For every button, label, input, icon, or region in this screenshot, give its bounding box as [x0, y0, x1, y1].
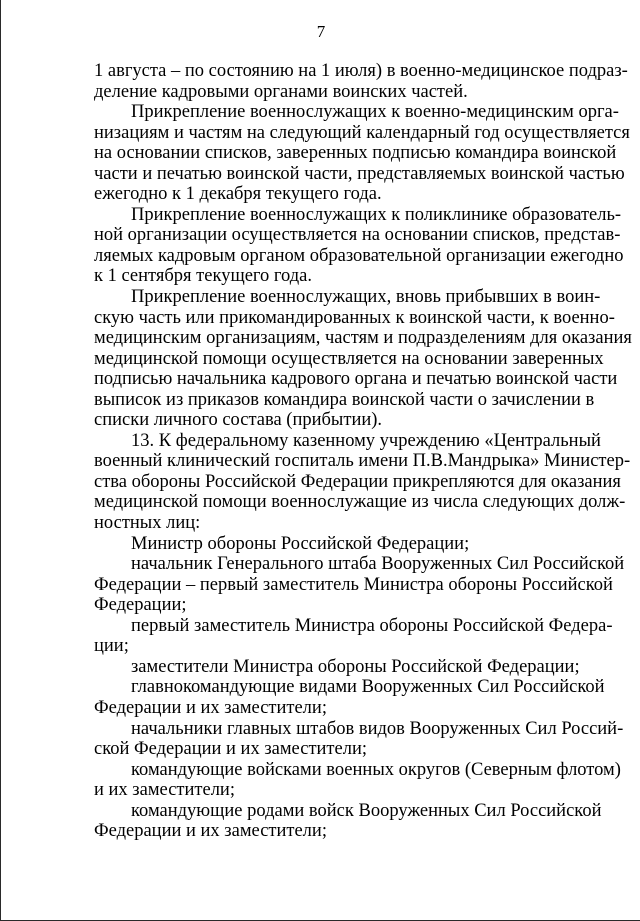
text-line: военный клинический госпиталь имени П.В.Мандрыка» Министер-: [94, 451, 631, 472]
text-line: Федерации;: [94, 595, 187, 616]
text-line: Федерации и их заместители;: [94, 697, 327, 718]
text-line: Федерации и их заместители;: [94, 821, 327, 842]
text-line: части и печатью воинской части, представляемых воинской частью: [94, 163, 625, 184]
text-line: Федерации – первый заместитель Министра обороны Российской: [94, 574, 613, 595]
text-line: на основании списков, заверенных подписью командира воинской: [94, 143, 617, 164]
text-line: к 1 сентября текущего года.: [94, 266, 313, 287]
text-line: ежегодно к 1 декабря текущего года.: [94, 184, 382, 205]
text-line: медицинской помощи военнослужащие из числа следующих долж-: [94, 492, 626, 513]
document-body: [94, 61, 632, 842]
text-line: списки личного состава (прибытии).: [94, 410, 383, 431]
text-line: 1 августа – по состоянию на 1 июля) в военно-медицинское подраз-: [94, 61, 628, 81]
text-line: и их заместители;: [94, 780, 235, 801]
text-line: ной организации осуществляется на основании списков, представ-: [94, 225, 621, 246]
text-line: выписок из приказов командира воинской части о зачислении в: [94, 389, 595, 410]
text-line: ской Федерации и их заместители;: [94, 739, 367, 760]
text-line: подписью начальника кадрового органа и печатью воинской части: [94, 369, 618, 390]
text-line: скую часть или прикомандированных к воинской части, к военно-: [94, 307, 615, 328]
text-line: начальник Генерального штаба Вооруженных Сил Российской: [131, 554, 625, 575]
text-line: Прикрепление военнослужащих к поликлинике образователь-: [131, 204, 622, 225]
text-line: командующие войсками военных округов (Северным флотом): [131, 759, 621, 780]
text-line: начальники главных штабов видов Вооруженных Сил Россий-: [131, 718, 624, 739]
text-line: деление кадровыми органами воинских частей.: [94, 81, 468, 102]
text-line: низациям и частям на следующий календарный год осуществляется: [94, 122, 630, 143]
text-line: ляемых кадровым органом образовательной организации ежегодно: [94, 245, 624, 266]
text-line: медицинским организациям, частям и подразделениям для оказания: [94, 328, 632, 349]
text-line: заместители Министра обороны Российской Федерации;: [131, 656, 580, 677]
text-line: 13. К федеральному казенному учреждению «Центральный: [131, 430, 601, 451]
page-number: 7: [316, 22, 326, 41]
text-line: Прикрепление военнослужащих к военно-медицинским орга-: [131, 102, 619, 123]
text-line: медицинской помощи осуществляется на основании заверенных: [94, 348, 604, 369]
text-line: ции;: [94, 636, 129, 657]
text-line: командующие родами войск Вооруженных Сил Российской: [131, 800, 602, 821]
text-line: Министр обороны Российской Федерации;: [131, 533, 470, 554]
text-line: ностных лиц:: [94, 513, 201, 534]
text-line: Прикрепление военнослужащих, вновь прибывших в воин-: [131, 287, 601, 308]
text-line: главнокомандующие видами Вооруженных Сил Российской: [131, 677, 605, 698]
text-line: первый заместитель Министра обороны Российской Федера-: [131, 615, 613, 636]
text-line: ства обороны Российской Федерации прикрепляются для оказания: [94, 471, 621, 492]
